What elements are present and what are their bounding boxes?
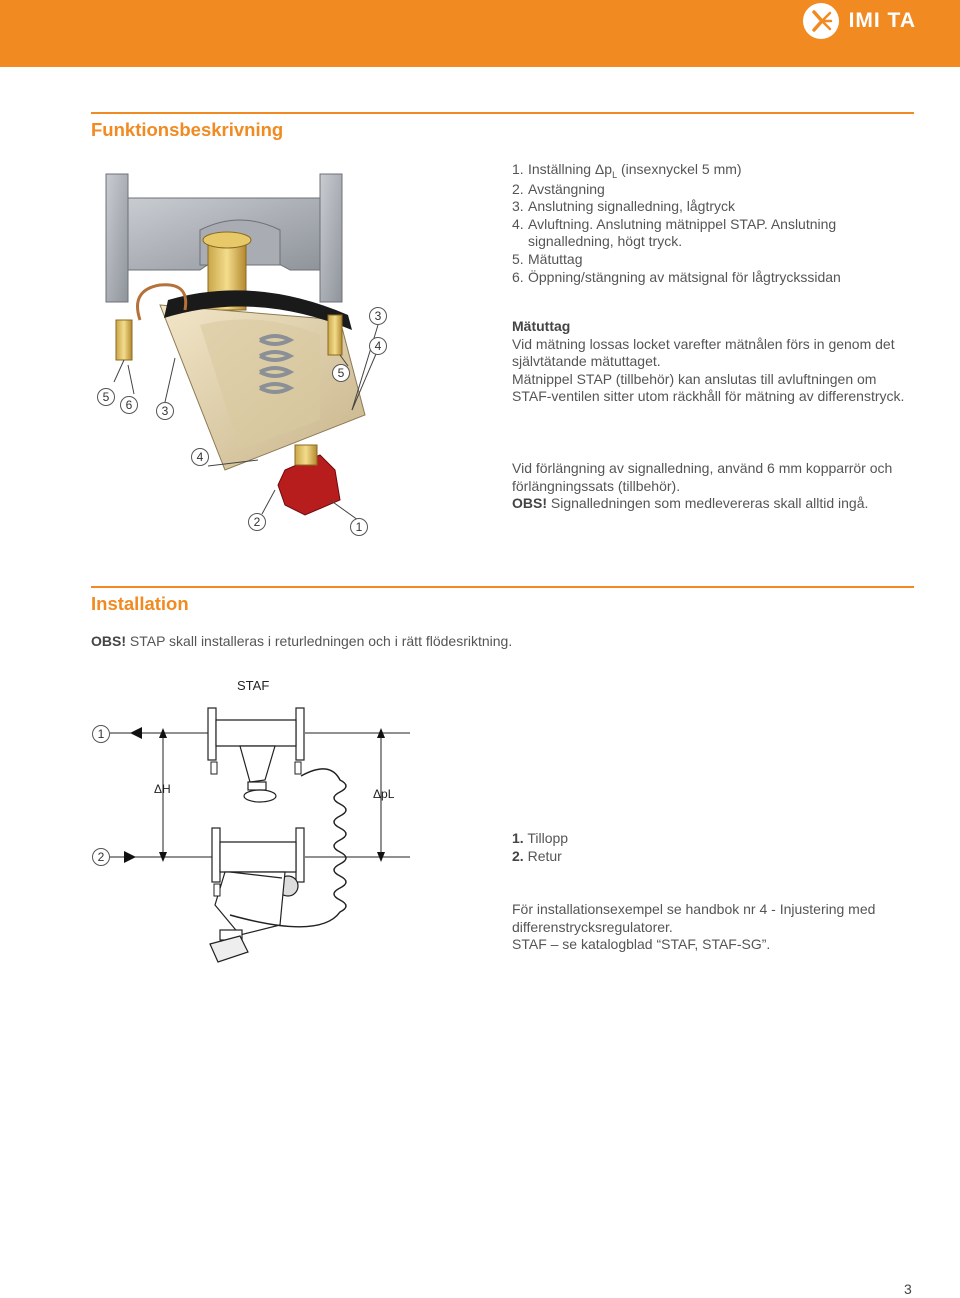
function-item-4: 4. Avluftning. Anslutning mätnippel STAP. Anslutning signalledning, högt tryck. (512, 215, 837, 250)
matuttag-heading: Mätuttag (512, 318, 571, 334)
section-divider (91, 586, 914, 588)
installation-note: OBS! STAP skall installeras i returledningen och i rätt flödesriktning. (91, 633, 513, 649)
matuttag-paragraph-1: Vid mätning lossas locket varefter mätnålen förs in genom det självtätande mätuttaget. (512, 335, 895, 370)
extension-paragraph: Vid förlängning av signalledning, använd 6 mm kopparrör och förlängningssats (tillbehör). (512, 460, 893, 494)
staf-label: STAF (237, 678, 270, 693)
matuttag-paragraph-2: Mätnippel STAP (tillbehör) kan anslutas till avluftningen om STAF-ventilen sitter utom räckhåll för mätning av differenstryck. (512, 370, 905, 405)
imi-logo-icon (803, 3, 839, 39)
callout-3-right: 3 (369, 307, 387, 325)
dh-label: ΔH (154, 782, 171, 796)
diagram-point-1: 1 (92, 725, 110, 743)
matuttag-block (512, 318, 912, 406)
callout-2: 2 (248, 513, 266, 531)
installation-diagram (90, 700, 420, 970)
function-item-1: 1. Inställning $\Delta p_L$ (insexnyckel 5 mm) (512, 161, 742, 180)
dpl-label: ΔpL (373, 787, 395, 801)
callout-6: 6 (120, 396, 138, 414)
callout-1: 1 (350, 518, 368, 536)
diagram-point-2: 2 (92, 848, 110, 866)
legend-item-2: 2. Retur (512, 847, 562, 864)
callout-5-left: 5 (97, 388, 115, 406)
callout-3-left: 3 (156, 402, 174, 420)
brand-name: IMI TA (848, 9, 916, 32)
function-item-3: 3. Anslutning signalledning, lågtryck (512, 198, 736, 215)
extension-block (512, 460, 912, 513)
imi-ta-logo (803, 3, 916, 39)
section-title-functions: Funktionsbeskrivning (91, 119, 284, 140)
legend-item-1: 1. Tillopp (512, 830, 569, 846)
function-item-2: 2. Avstängning (512, 180, 605, 197)
section-divider (91, 112, 914, 114)
function-item-6: 6. Öppning/stängning av mätsignal för lågtryckssidan (512, 268, 841, 285)
example-paragraph-2: STAF – se katalogblad “STAF, STAF-SG”. (512, 936, 771, 953)
example-paragraph-1: För installationsexempel se handbok nr 4 - Injustering med differenstrycksregulatorer. (512, 901, 876, 935)
callout-5-right: 5 (332, 364, 350, 382)
page-number: 3 (904, 1281, 912, 1297)
valve-cutaway-illustration (90, 170, 490, 545)
callout-4-bottom: 4 (191, 448, 209, 466)
function-item-5: 5. Mätuttag (512, 250, 583, 267)
extension-obs: OBS! Signalledningen som medlevereras skall alltid ingå. (512, 495, 869, 512)
installation-example (512, 901, 912, 954)
callout-4-right: 4 (369, 337, 387, 355)
header-bar (0, 0, 960, 67)
section-title-installation: Installation (91, 593, 189, 614)
function-list (512, 161, 912, 286)
installation-legend (512, 830, 912, 865)
